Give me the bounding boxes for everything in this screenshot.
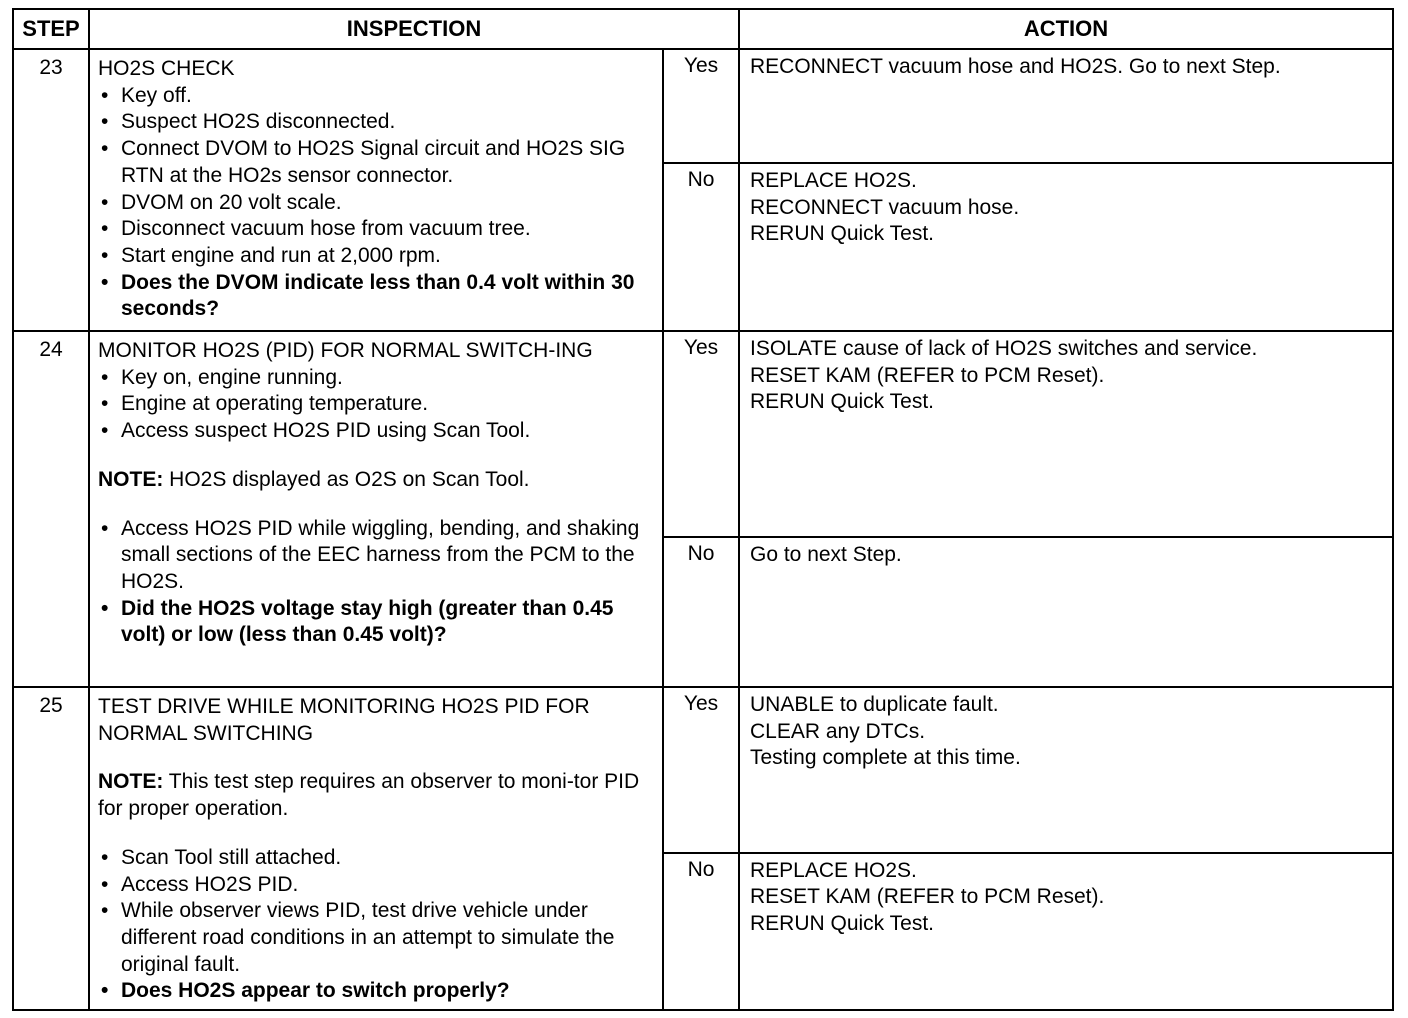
action-line: RERUN Quick Test. [750,222,934,246]
list-item: • Suspect HO2S disconnected. [98,109,654,136]
yes-action [739,331,1393,537]
list-item: • Engine at operating temperature. [98,391,654,418]
step-25-yes-row [13,687,1393,853]
action-line: RERUN Quick Test. [750,390,934,414]
bullet-list [98,365,654,445]
step-24-yes-row [13,331,1393,537]
action-line: RERUN Quick Test. [750,911,934,935]
note [98,769,654,822]
step-23-yes-row [13,49,1393,163]
note [98,467,654,494]
action-line: ISOLATE cause of lack of HO2S switches and service. [750,337,1258,360]
list-item: • Key on, engine running. [98,365,654,392]
step-number: 25 [13,687,89,1010]
header-inspection: INSPECTION [89,9,739,49]
note-text: This test step requires an observer to moni-tor PID for proper operation. [98,770,640,821]
bullet-list [98,845,654,1005]
no-label: No [663,853,739,1010]
list-item: • Connect DVOM to HO2S Signal circuit and HO2S SIG RTN at the HO2s sensor connector. [98,136,654,189]
header-row [13,9,1393,49]
yes-action [739,49,1393,163]
action-line: CLEAR any DTCs. [750,719,926,743]
step-title: HO2S CHECK [98,57,235,80]
no-action [739,853,1393,1010]
action-line: RECONNECT vacuum hose. [750,195,1020,219]
no-label: No [663,163,739,331]
yes-label: Yes [663,331,739,537]
action-line: UNABLE to duplicate fault. [750,693,999,716]
header-action: ACTION [739,9,1393,49]
list-item: • Access suspect HO2S PID using Scan Tool. [98,418,654,445]
step-number: 24 [13,331,89,687]
step-title: MONITOR HO2S (PID) FOR NORMAL SWITCH-ING [98,339,593,362]
action-line: REPLACE HO2S. [750,858,917,882]
list-item: • Start engine and run at 2,000 rpm. [98,243,654,270]
note-label: NOTE: [98,467,164,491]
list-item: • Access HO2S PID. [98,872,654,899]
yes-label: Yes [663,687,739,853]
step-23-inspection [89,49,663,331]
list-item: • While observer views PID, test drive vehicle under different road conditions in an attempt to simulate the original fault. [98,898,654,978]
action-line: Go to next Step. [750,543,902,566]
action-line: RESET KAM (REFER to PCM Reset). [750,885,1105,909]
action-line: RECONNECT vacuum hose and HO2S. Go to next Step. [750,55,1281,78]
step-24-inspection [89,331,663,687]
note-label: NOTE: [98,770,164,794]
diagnostic-table [12,8,1394,1011]
question-item: • Did the HO2S voltage stay high (greater than 0.45 volt) or low (less than 0.45 volt)? [98,596,654,649]
yes-label: Yes [663,49,739,163]
no-label: No [663,537,739,687]
action-line: REPLACE HO2S. [750,169,917,192]
step-25-inspection [89,687,663,1010]
note-text: HO2S displayed as O2S on Scan Tool. [169,467,530,491]
step-number: 23 [13,49,89,331]
list-item: • Access HO2S PID while wiggling, bending, and shaking small sections of the EEC harness from the PCM to the HO2S. [98,516,654,596]
question-item: • Does the DVOM indicate less than 0.4 volt within 30 seconds? [98,270,654,323]
yes-action [739,687,1393,853]
action-line: Testing complete at this time. [750,746,1021,770]
no-action [739,537,1393,687]
list-item: • Key off. [98,83,654,110]
bullet-list [98,83,654,323]
question-item: • Does HO2S appear to switch properly? [98,978,654,1005]
step-title: TEST DRIVE WHILE MONITORING HO2S PID FOR NORMAL SWITCHING [98,695,590,745]
no-action [739,163,1393,331]
list-item: • DVOM on 20 volt scale. [98,190,654,217]
list-item: • Scan Tool still attached. [98,845,654,872]
header-step: STEP [13,9,89,49]
list-item: • Disconnect vacuum hose from vacuum tree. [98,216,654,243]
action-line: RESET KAM (REFER to PCM Reset). [750,363,1105,387]
bullet-list [98,516,654,650]
